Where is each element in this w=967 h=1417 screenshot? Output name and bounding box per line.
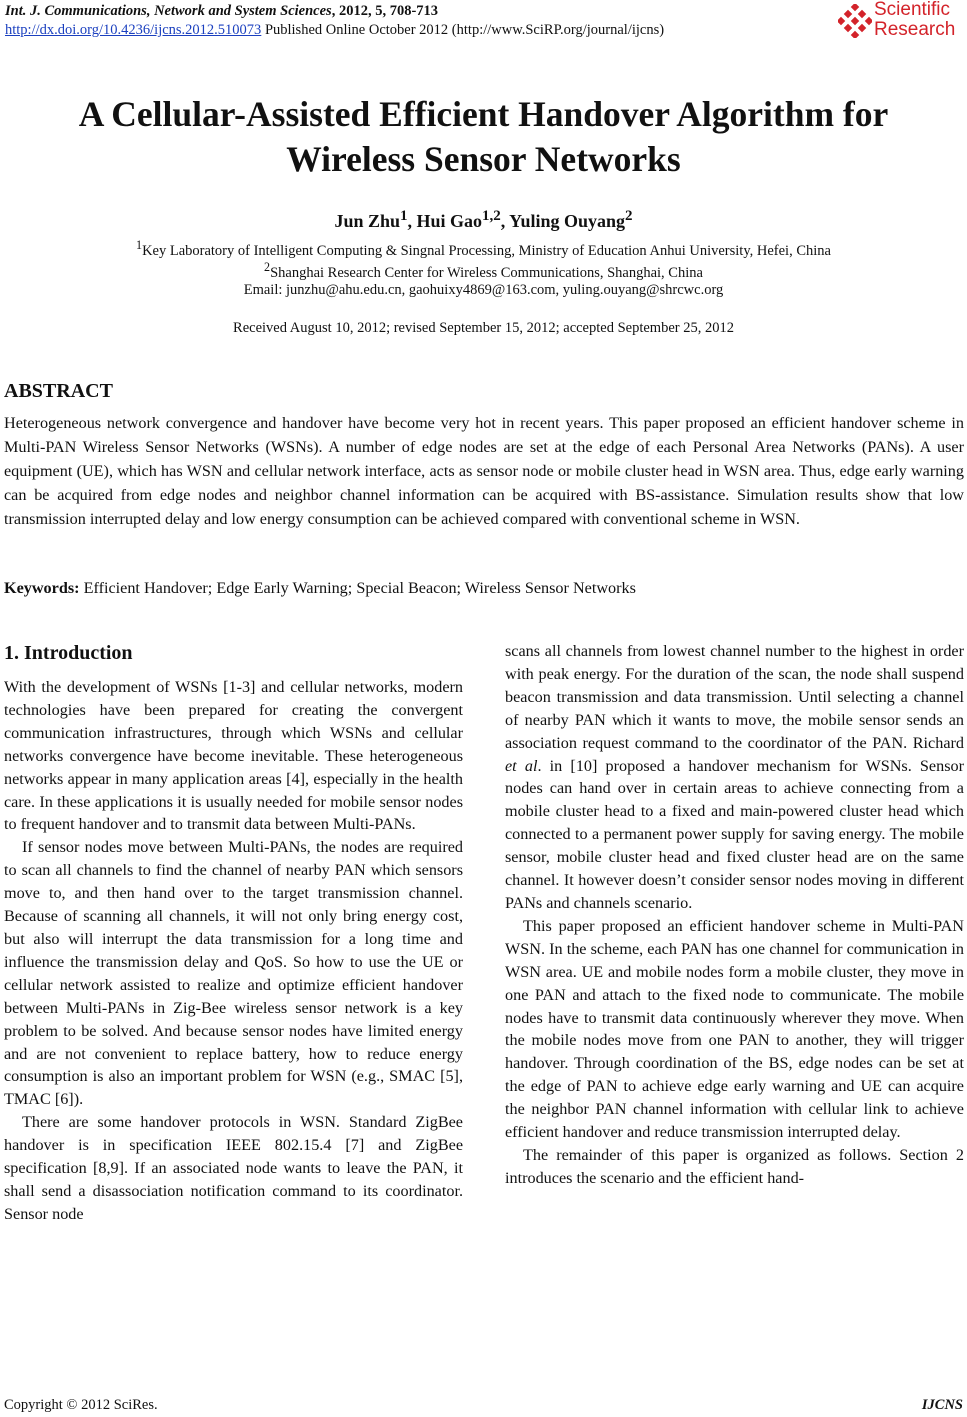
abstract-heading: ABSTRACT xyxy=(4,380,113,402)
author-list xyxy=(0,208,967,232)
paper-title xyxy=(0,92,967,182)
journal-volume: , 2012, 5, 708-713 xyxy=(331,3,439,19)
scirp-logo-icon xyxy=(838,4,872,38)
title-line-1: A Cellular-Assisted Efficient Handover Algorithm for xyxy=(78,94,889,134)
journal-name: Int. J. Communications, Network and System Sciences xyxy=(5,3,332,19)
logo-text xyxy=(874,0,955,40)
affiliation-2 xyxy=(0,260,967,282)
abstract-text: Heterogeneous network convergence and handover have become very hot in recent years. This paper proposed an efficient handover scheme in Multi-PAN Wireless Sensor Networks (WSNs). A number of edge nodes are set at the edge of each Personal Area Networks (PANs). A user equipment (UE), which has WSN and cellular network interface, acts as sensor node or mobile cluster head in WSN area. Thus, edge early warning can be acquired from edge nodes and neighbor channel information can be acquired with BS-assistance. Simulation results show that low transmission interrupted delay and low energy consumption can be achieved compared with conventional scheme in WSN. xyxy=(4,414,964,528)
logo-line-2: Research xyxy=(874,19,956,40)
author-3: , Yuling Ouyang xyxy=(500,211,626,231)
keywords-label: Keywords: xyxy=(4,579,80,597)
affiliation-1 xyxy=(0,238,967,260)
intro-paragraph-1: With the development of WSNs [1-3] and cellular networks, modern technologies have been prepared for creating the convergent communication infrastructures, through which WSNs and cellular networks convergence have become inevitable. These heterogeneous networks appear in many application areas [4], especially in the health care. In these applications it is usually needed for mobile sensor nodes to frequent handover and to transmit data between Multi-PANs. xyxy=(4,678,463,834)
journal-abbr-footer: IJCNS xyxy=(921,1397,963,1413)
publisher-logo xyxy=(836,0,961,44)
keywords-text: Efficient Handover; Edge Early Warning; Special Beacon; Wireless Sensor Networks xyxy=(79,579,636,597)
author-3-sup: 2 xyxy=(625,208,633,224)
author-1-sup: 1 xyxy=(400,208,408,224)
author-2: , Hui Gao xyxy=(407,211,483,231)
right-paragraph-1b: . in [10] proposed a handover mechanism for WSNs. Sensor nodes can hand over in certain areas to achieve connecting from a mobile cluster head to a fixed and main-powered cluster head which connected to a permanent power supply for saving energy. The mobile sensor, mobile cluster head and fixed cluster head are on the same channel. It however doesn’t consider sensor nodes moving in different PANs and channels scenario. xyxy=(505,756,964,912)
author-emails: Email: junzhu@ahu.edu.cn, gaohuixy4869@163.com, yuling.ouyang@shrcwc.org xyxy=(243,282,724,298)
doi-link[interactable]: http://dx.doi.org/10.4236/ijcns.2012.510073 xyxy=(5,22,262,38)
right-paragraph-3: The remainder of this paper is organized as follows. Section 2 introduces the scenario and the efficient hand- xyxy=(505,1145,964,1187)
received-dates: Received August 10, 2012; revised September 15, 2012; accepted September 25, 2012 xyxy=(233,320,734,336)
intro-paragraph-3: There are some handover protocols in WSN. Standard ZigBee handover is in specification IEEE 802.15.4 [7] and ZigBee specification [8,9]. If an associated node wants to leave the PAN, it shall send a disassociation notification command to its coordinator. Sensor node xyxy=(4,1113,463,1223)
right-paragraph-1 xyxy=(505,640,964,915)
logo-line-1: Scientific xyxy=(874,0,951,20)
author-1: Jun Zhu xyxy=(334,211,401,231)
right-paragraph-1a: scans all channels from lowest channel number to the highest in order with peak energy. For the duration of the scan, the node shall suspend beacon transmission and data transmission. Until selecting a channel of nearby PAN which it wants to move, the mobile sensor sends an association request command to the coordinator of the PAN. Richard xyxy=(505,642,964,752)
intro-paragraph-2: If sensor nodes move between Multi-PANs, the nodes are required to scan all channels to find the channel of nearby PAN which sensors move to, and then hand over to the target transmission channel. Because of scanning all channels, it will not only bring energy cost, but also will interrupt the data transmission for a long time and influence the transmission delay and QoS. So how to use the UE or cellular network assisted to realize and optimize efficient handover between Multi-PANs in Zig-Bee wireless sensor network is a key problem to be solved. And because sensor nodes have limited energy and are not convenient to replace battery, how to reduce energy consumption is also an important problem for WSN (e.g., SMAC [5], TMAC [6]). xyxy=(4,838,463,1109)
affiliation-2-text: Shanghai Research Center for Wireless Communications, Shanghai, China xyxy=(270,264,703,281)
affiliation-1-sup: 1 xyxy=(136,238,143,252)
title-line-2: Wireless Sensor Networks xyxy=(286,139,681,179)
affiliation-1-text: Key Laboratory of Intelligent Computing & Singnal Processing, Ministry of Education Anhui University, Hefei, China xyxy=(142,242,831,259)
left-column xyxy=(4,640,463,1226)
keywords xyxy=(4,579,636,598)
affiliation-2-sup: 2 xyxy=(264,260,271,274)
journal-header xyxy=(5,2,664,40)
right-paragraph-2: This paper proposed an efficient handover scheme in Multi-PAN WSN. In the scheme, each PAN has one channel for communication in WSN area. UE and mobile nodes form a mobile cluster, they move in one PAN and attach to the fixed node to communicate. The mobile nodes have to transmit data continuously wherever they move. When the mobile nodes move from one PAN to another, they will trigger handover. Through coordination of the BS, edge nodes can be set at the edge of PAN to achieve edge early warning and UE can acquire the neighbor PAN channel information with cellular link to achieve efficient handover and reduce transmission interrupted delay. xyxy=(505,916,964,1142)
et-al: et al xyxy=(505,756,538,775)
right-column xyxy=(505,640,964,1190)
author-2-sup: 1,2 xyxy=(482,208,501,224)
section-heading-introduction: 1. Introduction xyxy=(4,642,133,664)
copyright-footer: Copyright © 2012 SciRes. xyxy=(4,1397,158,1413)
published-info: Published Online October 2012 (http://www.SciRP.org/journal/ijcns) xyxy=(261,22,665,38)
